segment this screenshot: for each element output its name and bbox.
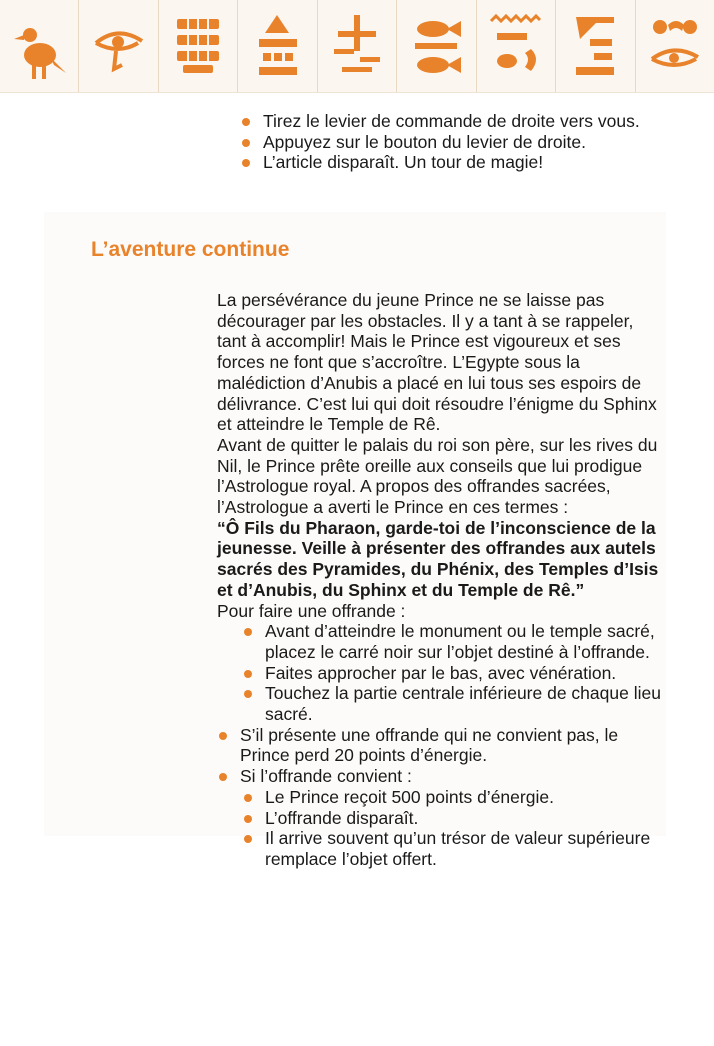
list-item: Il arrive souvent qu’un trésor de valeur supérieure remplace l’objet offert.	[244, 828, 662, 869]
ankh-grain-glyph-icon	[328, 9, 386, 83]
reed-mat-glyph-icon	[169, 9, 227, 83]
hieroglyph-cell	[397, 0, 476, 92]
list-item: L’offrande disparaît.	[244, 808, 662, 829]
hieroglyph-cell	[159, 0, 238, 92]
astrologer-quote: “Ô Fils du Pharaon, garde-toi de l’inconscience de la jeunesse. Veille à présenter des offrandes aux autels sacrés des Pyramides, du Phénix, des Temples d’Isis et d’Anubis, du Sphinx et du Temple de Rê.”	[217, 517, 659, 600]
hieroglyph-header-band	[0, 0, 714, 93]
eye-glyph-icon	[90, 9, 148, 83]
section-body	[217, 290, 662, 870]
top-instructions	[242, 111, 642, 173]
list-item: S’il présente une offrande qui ne convient pas, le Prince perd 20 points d’énergie.	[219, 725, 662, 766]
hieroglyph-cell	[0, 0, 79, 92]
list-item: L’article disparaît. Un tour de magie!	[242, 152, 642, 173]
stool-glyph-icon	[249, 9, 307, 83]
hieroglyph-cell	[238, 0, 317, 92]
section-title: L’aventure continue	[91, 238, 290, 261]
cartouche-eye-glyph-icon	[646, 9, 704, 83]
bird-glyph-icon	[10, 9, 68, 83]
hieroglyph-cell	[636, 0, 714, 92]
list-item: Si l’offrande convient :	[219, 766, 662, 787]
success-results-list	[244, 787, 662, 870]
offer-steps-list	[244, 621, 662, 725]
hieroglyph-cell	[318, 0, 397, 92]
intro-paragraph: La persévérance du jeune Prince ne se laisse pas décourager par les obstacles. Il y a tant à se rappeler, tant à accomplir! Mais le Prince est vigoureux et ses forces ne font que s’accroître. L’Egypte sous la malédiction d’Anubis a placé en lui tous ses espoirs de délivrance. C’est lui qui doit résoudre l’énigme du Sphinx et atteindre le Temple de Rê.	[217, 290, 657, 435]
offer-intro: Pour faire une offrande :	[217, 600, 406, 621]
list-item: Appuyez sur le bouton du levier de droite.	[242, 132, 642, 153]
list-item: Tirez le levier de commande de droite vers vous.	[242, 111, 642, 132]
fish-glyph-icon	[407, 9, 465, 83]
list-item: Faites approcher par le bas, avec vénération.	[244, 663, 662, 684]
arm-glyph-icon	[566, 9, 624, 83]
astrologer-paragraph: Avant de quitter le palais du roi son père, sur les rives du Nil, le Prince prête oreille aux conseils que lui prodigue l’Astrologue royal. A propos des offrandes sacrées, l’Astrologue a averti le Prince en ces termes :	[217, 434, 658, 518]
list-item: Touchez la partie centrale inférieure de chaque lieu sacré.	[244, 683, 662, 724]
hieroglyph-cell	[556, 0, 635, 92]
list-item: Avant d’atteindre le monument ou le temple sacré, placez le carré noir sur l’objet destiné à l’offrande.	[244, 621, 662, 662]
list-item: Le Prince reçoit 500 points d’énergie.	[244, 787, 662, 808]
outcomes-list	[219, 725, 662, 787]
hieroglyph-cell	[79, 0, 158, 92]
hieroglyph-cell	[477, 0, 556, 92]
water-glyph-icon	[487, 9, 545, 83]
